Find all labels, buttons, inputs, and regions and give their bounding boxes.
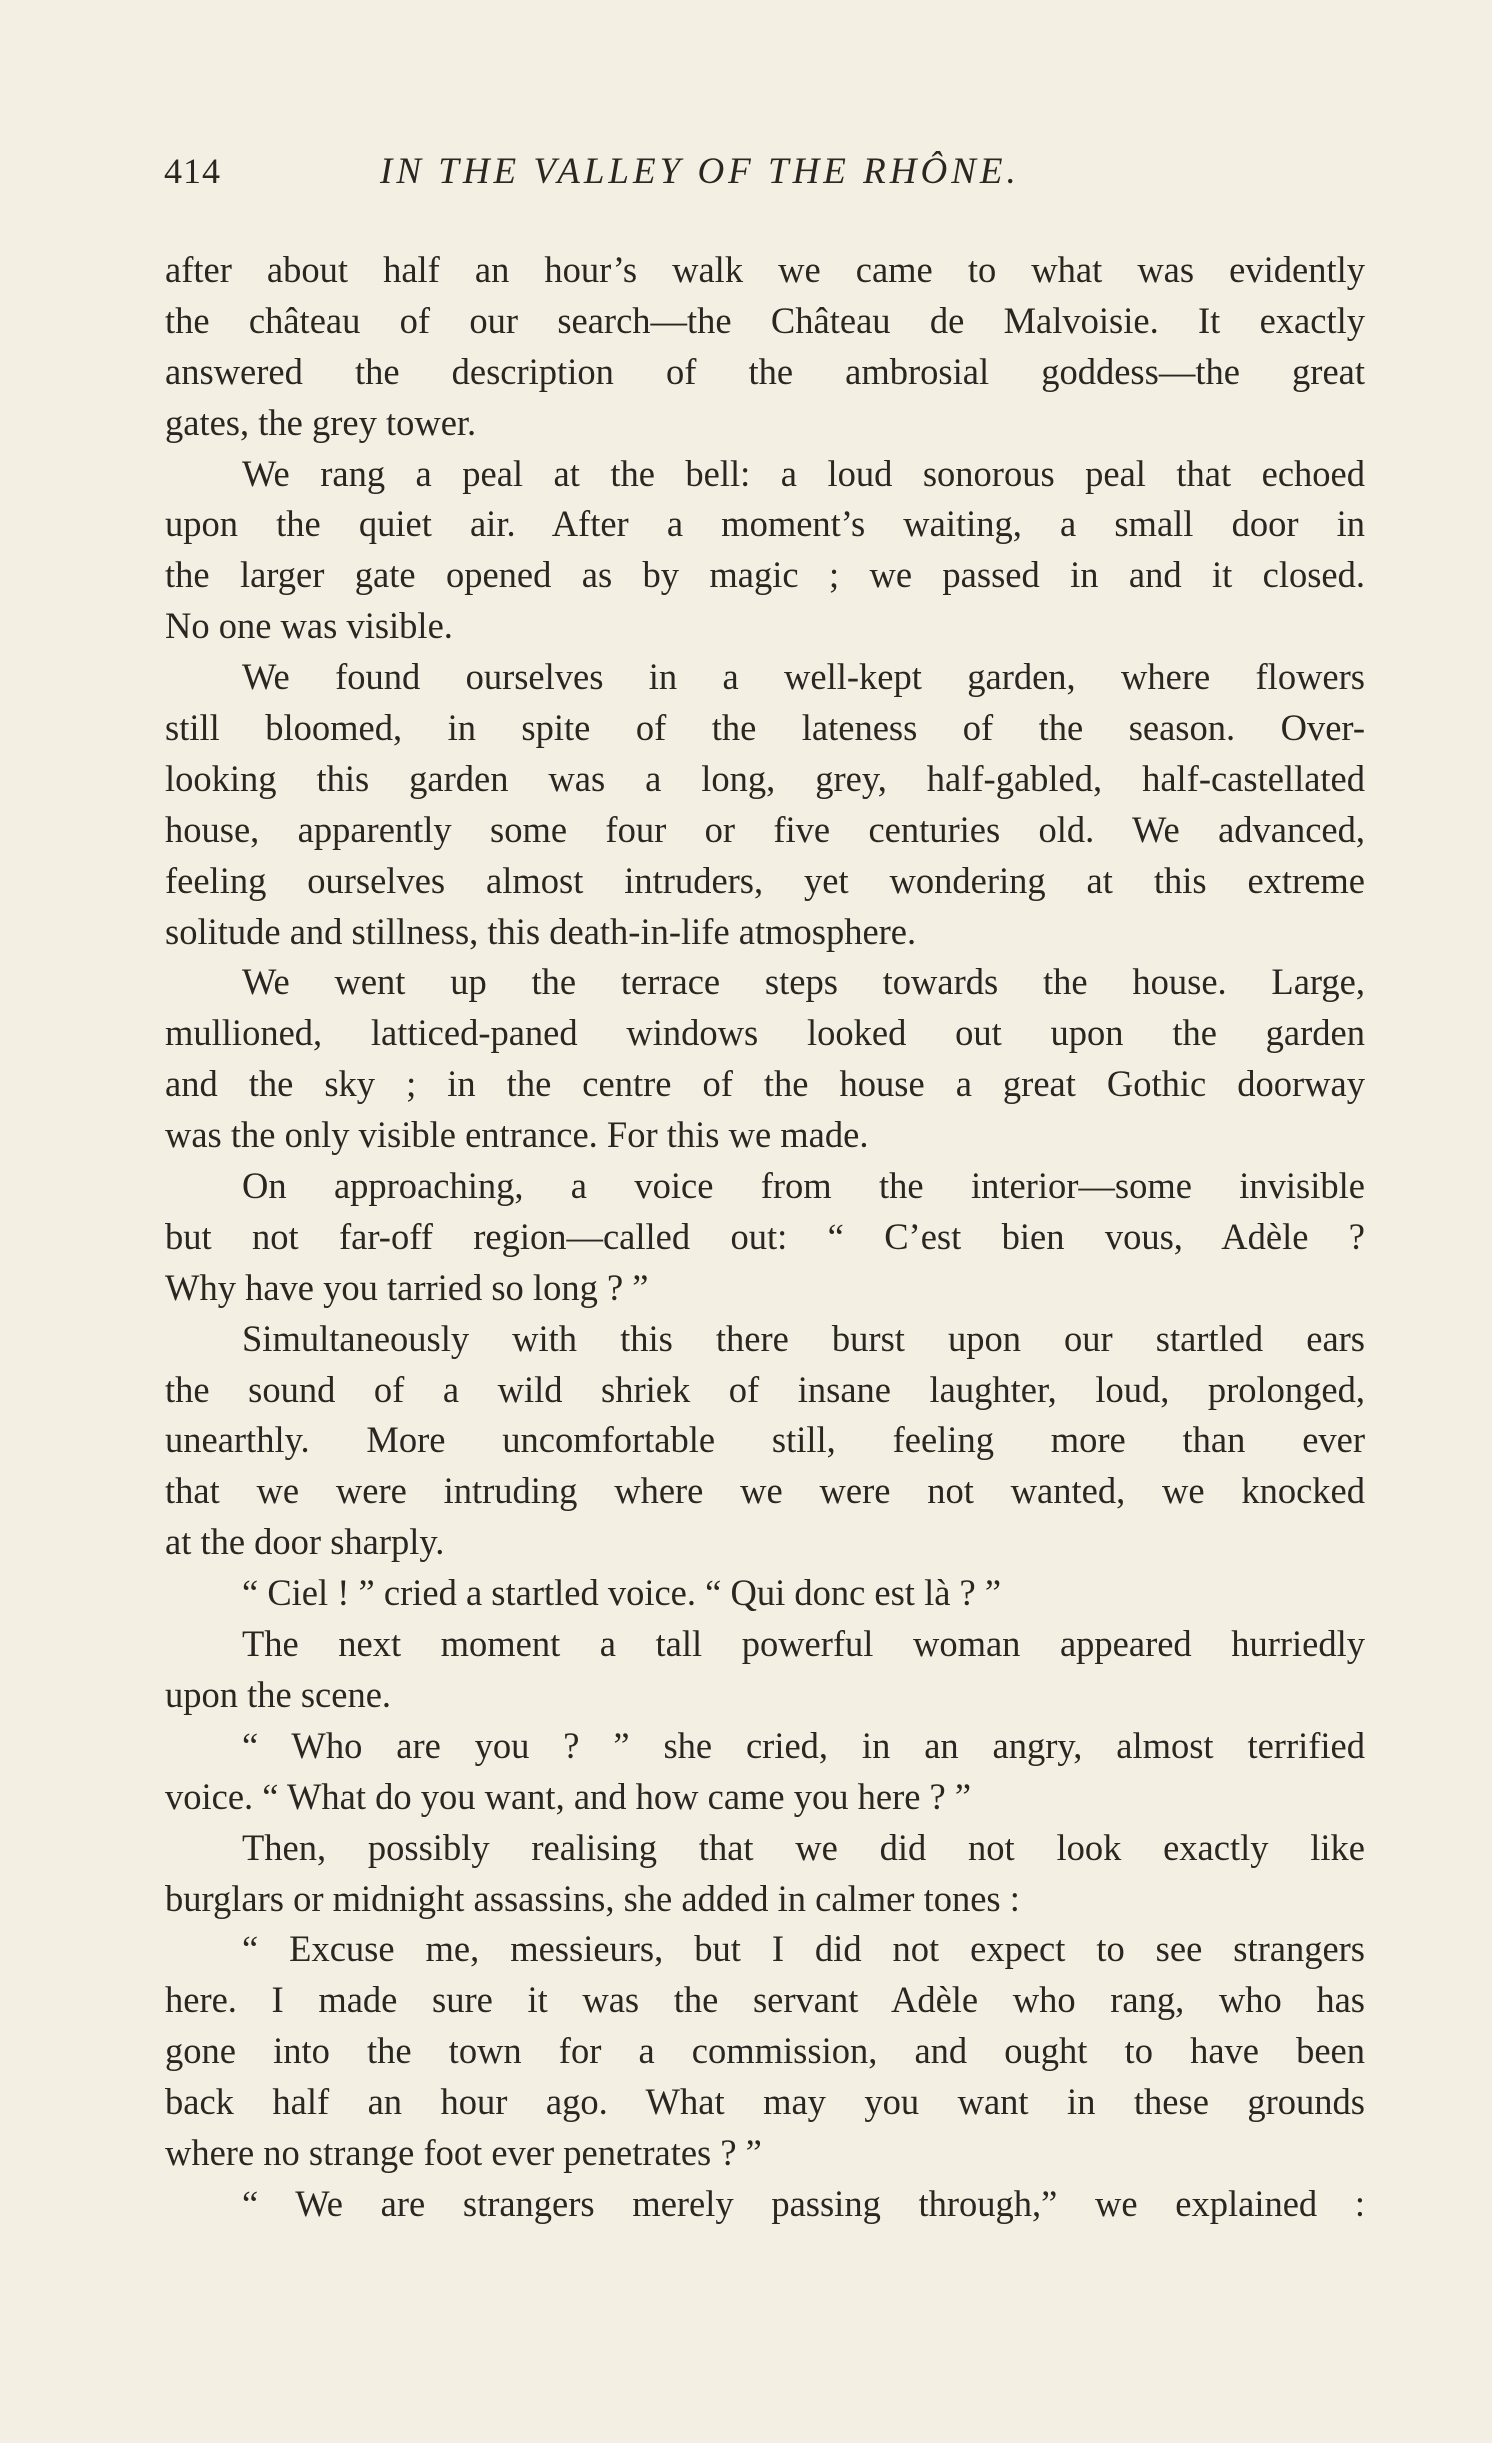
text-line: “ Who are you ? ” she cried, in an angry, almost terrified <box>242 1724 1365 1766</box>
text-line: voice. “ What do you want, and how came you here ? ” <box>165 1775 972 1817</box>
text-line: house, apparently some four or five centuries old. We advanced, <box>165 808 1365 850</box>
text-line: the sound of a wild shriek of insane laughter, loud, prolonged, <box>165 1368 1365 1410</box>
text-line: still bloomed, in spite of the lateness of the season. Over- <box>165 707 1365 749</box>
text-line: “ We are strangers merely passing through,” we explained : <box>242 2182 1365 2224</box>
text-line: at the door sharply. <box>165 1521 445 1563</box>
text-line: was the only visible entrance. For this we made. <box>165 1114 869 1156</box>
text-line: burglars or midnight assassins, she added in calmer tones : <box>165 1877 1020 1919</box>
text-line: looking this garden was a long, grey, half-gabled, half-castellated <box>165 757 1365 799</box>
text-line: after about half an hour’s walk we came to what was evidently <box>165 249 1365 290</box>
text-line: that we were intruding where we were not wanted, we knocked <box>165 1470 1365 1512</box>
text-line: Why have you tarried so long ? ” <box>165 1266 649 1308</box>
running-head <box>160 150 1360 210</box>
body-text <box>165 245 1365 2230</box>
text-line: solitude and stillness, this death-in-life atmosphere. <box>165 910 917 952</box>
text-line: No one was visible. <box>165 605 453 647</box>
page-number: 414 <box>164 151 221 191</box>
text-line: but not far-off region—called out: “ C’est bien vous, Adèle ? <box>165 1215 1365 1257</box>
text-line: upon the quiet air. After a moment’s waiting, a small door in <box>165 503 1365 545</box>
running-title: IN THE VALLEY OF THE RHÔNE. <box>380 151 1020 192</box>
text-line: We found ourselves in a well-kept garden, where flowers <box>242 656 1365 698</box>
text-line: gates, the grey tower. <box>165 401 477 443</box>
text-line: gone into the town for a commission, and ought to have been <box>165 2030 1365 2072</box>
text-line: the château of our search—the Château de Malvoisie. It exactly <box>165 299 1365 341</box>
text-line: We rang a peal at the bell: a loud sonorous peal that echoed <box>242 452 1365 494</box>
text-line: Then, possibly realising that we did not look exactly like <box>242 1826 1365 1868</box>
text-line: The next moment a tall powerful woman appeared hurriedly <box>242 1623 1365 1665</box>
text-line: We went up the terrace steps towards the house. Large, <box>242 961 1365 1003</box>
text-line: here. I made sure it was the servant Adèle who rang, who has <box>165 1979 1365 2021</box>
text-line: answered the description of the ambrosial goddess—the great <box>165 350 1365 392</box>
text-line: On approaching, a voice from the interior—some invisible <box>242 1165 1365 1207</box>
text-line: mullioned, latticed-paned windows looked out upon the garden <box>165 1012 1365 1054</box>
text-line: unearthly. More uncomfortable still, feeling more than ever <box>165 1419 1365 1461</box>
text-line: “ Ciel ! ” cried a startled voice. “ Qui donc est là ? ” <box>242 1572 1002 1614</box>
text-line: back half an hour ago. What may you want in these grounds <box>165 2081 1365 2123</box>
text-line: feeling ourselves almost intruders, yet wondering at this extreme <box>165 859 1365 901</box>
text-line: where no strange foot ever penetrates ? ” <box>165 2131 762 2173</box>
text-line: Simultaneously with this there burst upon our startled ears <box>242 1317 1365 1359</box>
text-line: “ Excuse me, messieurs, but I did not expect to see strangers <box>242 1928 1365 1970</box>
text-line: upon the scene. <box>165 1673 392 1715</box>
text-line: the larger gate opened as by magic ; we passed in and it closed. <box>165 554 1365 596</box>
text-line: and the sky ; in the centre of the house a great Gothic doorway <box>165 1063 1365 1105</box>
